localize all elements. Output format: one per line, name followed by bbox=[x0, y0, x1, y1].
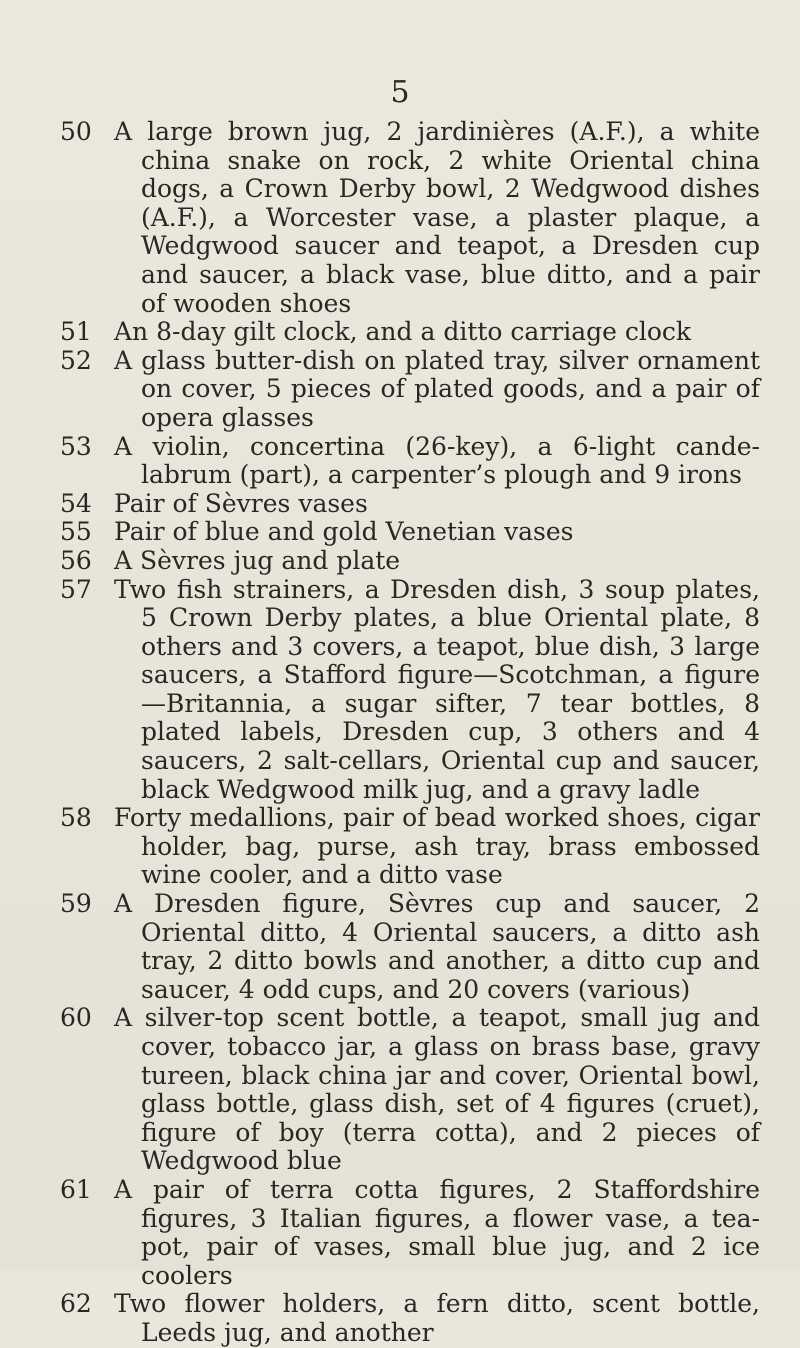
lot-entry bbox=[60, 804, 760, 890]
lot-number: 56 bbox=[60, 545, 92, 575]
lot-description: A silver-top scent bottle, a teapot, small jug and cover, tobacco jar, a glass on brass base, gravy tureen, black china jar and cover, Oriental bowl, glass bottle, glass dish, set of 4 figures (cruet), figure of boy (terra cotta), and 2 pieces of Wedgwood blue bbox=[114, 1003, 760, 1176]
lot-number: 58 bbox=[60, 803, 92, 833]
lot-number: 57 bbox=[60, 574, 92, 604]
lot-list bbox=[60, 118, 760, 1348]
lot-entry bbox=[60, 1290, 760, 1347]
lot-entry bbox=[60, 490, 760, 519]
lot-number: 61 bbox=[60, 1174, 92, 1204]
lot-number: 62 bbox=[60, 1289, 92, 1319]
lot-description: A pair of terra cotta figures, 2 Staffordshire figures, 3 Italian figures, a flower vase, a tea-pot, pair of vases, small blue jug, and 2 ice coolers bbox=[114, 1174, 760, 1290]
lot-description: Pair of Sèvres vases bbox=[114, 488, 368, 518]
lot-description: A Dresden figure, Sèvres cup and saucer, 2 Oriental ditto, 4 Oriental saucers, a ditto ash tray, 2 ditto bowls and another, a ditto cup and saucer, 4 odd cups, and 20 covers (various) bbox=[114, 889, 760, 1004]
lot-number: 55 bbox=[60, 517, 92, 547]
lot-entry bbox=[60, 118, 760, 318]
lot-entry bbox=[60, 1176, 760, 1290]
page-number: 5 bbox=[390, 75, 410, 110]
lot-description: A glass butter-dish on plated tray, silver ornament on cover, 5 pieces of plated goods, and a pair of opera glasses bbox=[114, 345, 760, 432]
lot-description: Forty medallions, pair of bead worked shoes, cigar holder, bag, purse, ash tray, brass embossed wine cooler, and a ditto vase bbox=[114, 803, 760, 890]
lot-entry bbox=[60, 518, 760, 547]
lot-entry bbox=[60, 347, 760, 433]
lot-entry bbox=[60, 576, 760, 805]
lot-description: Pair of blue and gold Venetian vases bbox=[114, 517, 574, 547]
lot-number: 53 bbox=[60, 431, 92, 461]
lot-entry bbox=[60, 318, 760, 347]
lot-description: A Sèvres jug and plate bbox=[114, 545, 401, 575]
lot-description: Two fish strainers, a Dresden dish, 3 soup plates, 5 Crown Derby plates, a blue Oriental plate, 8 others and 3 covers, a teapot, blue dish, 3 large saucers, a Stafford figure—Scotchman, a figure—Britannia, a sugar sifter, 7 tear bottles, 8 plated labels, Dresden cup, 3 others and 4 saucers, 2 salt-cellars, Oriental cup and saucer, black Wedgwood milk jug, and a gravy ladle bbox=[114, 574, 760, 804]
lot-entry bbox=[60, 433, 760, 490]
lot-description: A large brown jug, 2 jardinières (A.F.), a white china snake on rock, 2 white Oriental china dogs, a Crown Derby bowl, 2 Wedgwood dishes (A.F.), a Worcester vase, a plaster plaque, a Wedgwood saucer and teapot, a Dresden cup and saucer, a black vase, blue ditto, and a pair of wooden shoes bbox=[114, 117, 760, 318]
lot-description: An 8-day gilt clock, and a ditto carriage clock bbox=[114, 317, 692, 347]
lot-number: 52 bbox=[60, 345, 92, 375]
lot-number: 51 bbox=[60, 317, 92, 347]
lot-number: 59 bbox=[60, 889, 92, 919]
lot-entry bbox=[60, 890, 760, 1004]
lot-number: 50 bbox=[60, 117, 92, 146]
lot-entry bbox=[60, 1004, 760, 1176]
lot-description: A violin, concertina (26-key), a 6-light cande-labrum (part), a carpenter’s plough and 9 irons bbox=[114, 431, 760, 490]
lot-number: 60 bbox=[60, 1003, 92, 1033]
lot-number: 54 bbox=[60, 488, 92, 518]
lot-entry bbox=[60, 547, 760, 576]
lot-description: Two flower holders, a fern ditto, scent bottle, Leeds jug, and another bbox=[114, 1289, 760, 1347]
